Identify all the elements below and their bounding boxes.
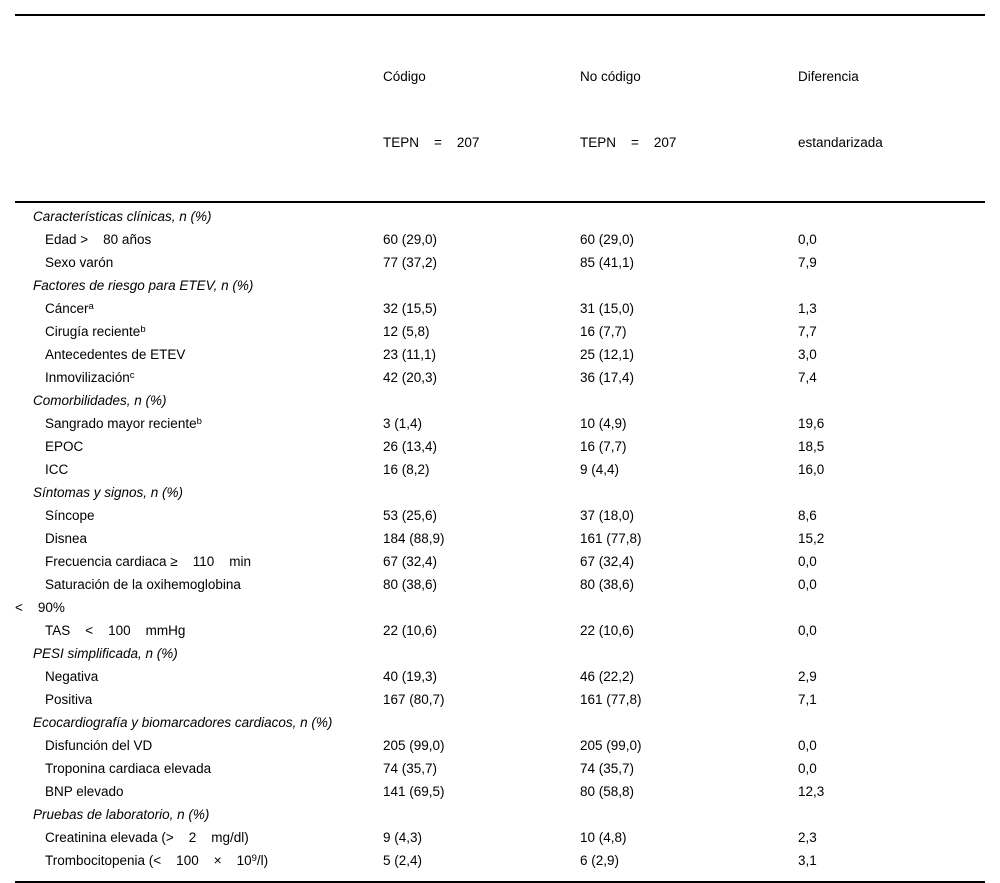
section-row — [15, 205, 985, 228]
row-label: Positiva — [45, 692, 93, 707]
value-cell: 3,1 — [798, 853, 817, 868]
value-cell: 3 (1,4) — [383, 416, 423, 431]
row-label: Sangrado mayor reciente$^b$ — [45, 416, 202, 431]
value-cell: 7,7 — [798, 324, 817, 339]
header-col-codigo-line1: Código — [383, 69, 426, 84]
value-cell: 141 (69,5) — [383, 784, 445, 799]
table-row — [15, 366, 985, 389]
value-cell: 74 (35,7) — [580, 761, 635, 776]
row-label: Frecuencia cardiaca ≥ 110 min — [45, 554, 252, 569]
value-cell: 0,0 — [798, 554, 817, 569]
value-cell: 0,0 — [798, 623, 817, 638]
value-cell: 161 (77,8) — [580, 692, 642, 707]
value-cell: 184 (88,9) — [383, 531, 445, 546]
value-cell: 60 (29,0) — [580, 232, 635, 247]
table-row — [15, 734, 985, 757]
value-cell: 9 (4,4) — [580, 462, 620, 477]
row-label: Disfunción del VD — [45, 738, 153, 753]
value-cell: 10 (4,8) — [580, 830, 627, 845]
row-label-continuation: < 90% — [15, 600, 65, 615]
table-row — [15, 849, 985, 872]
table-header — [15, 16, 985, 201]
value-cell: 2,9 — [798, 669, 817, 684]
table-row — [15, 320, 985, 343]
value-cell: 16 (7,7) — [580, 439, 627, 454]
value-cell: 53 (25,6) — [383, 508, 438, 523]
header-col-no-codigo-tepn — [580, 22, 798, 198]
value-cell: 80 (38,6) — [580, 577, 635, 592]
value-cell: 167 (80,7) — [383, 692, 445, 707]
header-col-no-codigo-line1: No código — [580, 69, 641, 84]
row-label: BNP elevado — [45, 784, 124, 799]
section-row — [15, 481, 985, 504]
section-row — [15, 711, 985, 734]
row-label: Síntomas y signos, n (%) — [33, 485, 184, 500]
table-row — [15, 228, 985, 251]
table-body — [15, 203, 985, 881]
row-label: Troponina cardiaca elevada — [45, 761, 212, 776]
value-cell: 25 (12,1) — [580, 347, 635, 362]
table-row — [15, 550, 985, 573]
table-row — [15, 573, 985, 619]
header-col-no-codigo-line2: TEPN = 207 — [580, 135, 677, 150]
value-cell: 40 (19,3) — [383, 669, 438, 684]
section-row — [15, 389, 985, 412]
value-cell: 161 (77,8) — [580, 531, 642, 546]
table-row — [15, 619, 985, 642]
table-row — [15, 297, 985, 320]
value-cell: 7,4 — [798, 370, 817, 385]
value-cell: 60 (29,0) — [383, 232, 438, 247]
row-label: Trombocitopenia (< 100 × $10^9/l$) — [45, 853, 269, 868]
row-label: PESI simplificada, n (%) — [33, 646, 178, 661]
table-row — [15, 458, 985, 481]
table-row — [15, 527, 985, 550]
value-cell: 2,3 — [798, 830, 817, 845]
value-cell: 5 (2,4) — [383, 853, 423, 868]
value-cell: 7,9 — [798, 255, 817, 270]
value-cell: 80 (38,6) — [383, 577, 438, 592]
value-cell: 12 (5,8) — [383, 324, 430, 339]
table-row — [15, 780, 985, 803]
value-cell: 15,2 — [798, 531, 825, 546]
section-row — [15, 642, 985, 665]
row-label: Factores de riesgo para ETEV, n (%) — [33, 278, 254, 293]
value-cell: 6 (2,9) — [580, 853, 620, 868]
value-cell: 16 (8,2) — [383, 462, 430, 477]
value-cell: 31 (15,0) — [580, 301, 635, 316]
row-label: Edad > 80 años — [45, 232, 152, 247]
value-cell: 205 (99,0) — [383, 738, 445, 753]
table-row — [15, 435, 985, 458]
table-row — [15, 504, 985, 527]
value-cell: 16 (7,7) — [580, 324, 627, 339]
row-label: EPOC — [45, 439, 84, 454]
footnote-marker: b — [196, 416, 202, 427]
row-label: Antecedentes de ETEV — [45, 347, 186, 362]
value-cell: 80 (58,8) — [580, 784, 635, 799]
header-col-codigo-line2: TEPN = 207 — [383, 135, 480, 150]
value-cell: 67 (32,4) — [580, 554, 635, 569]
row-label: TAS < 100 mmHg — [45, 623, 186, 638]
value-cell: 9 (4,3) — [383, 830, 423, 845]
row-label: Pruebas de laboratorio, n (%) — [33, 807, 210, 822]
value-cell: 26 (13,4) — [383, 439, 438, 454]
footnote-marker: 9 — [251, 853, 257, 864]
value-cell: 12,3 — [798, 784, 825, 799]
value-cell: 16,0 — [798, 462, 825, 477]
row-label: Saturación de la oxihemoglobina < 90% — [15, 573, 383, 619]
row-label: Ecocardiografía y biomarcadores cardiacos, n (%) — [33, 715, 333, 730]
value-cell: 0,0 — [798, 761, 817, 776]
row-label: Cirugía reciente$^b$ — [45, 324, 146, 339]
value-cell: 3,0 — [798, 347, 817, 362]
value-cell: 36 (17,4) — [580, 370, 635, 385]
value-cell: 8,6 — [798, 508, 817, 523]
value-cell: 0,0 — [798, 738, 817, 753]
table-row — [15, 412, 985, 435]
table-row — [15, 757, 985, 780]
header-col-diferencia-line1: Diferencia — [798, 69, 859, 84]
footnote-marker: a — [88, 301, 94, 312]
value-cell: 67 (32,4) — [383, 554, 438, 569]
value-cell: 0,0 — [798, 232, 817, 247]
value-cell: 22 (10,6) — [580, 623, 635, 638]
value-cell: 85 (41,1) — [580, 255, 635, 270]
table-row — [15, 688, 985, 711]
value-cell: 32 (15,5) — [383, 301, 438, 316]
section-row — [15, 803, 985, 826]
value-cell: 46 (22,2) — [580, 669, 635, 684]
value-cell: 0,0 — [798, 577, 817, 592]
row-label: Síncope — [45, 508, 95, 523]
table-row — [15, 343, 985, 366]
value-cell: 19,6 — [798, 416, 825, 431]
footnote-marker: b — [140, 324, 146, 335]
header-col-diferencia-line2: estandarizada — [798, 135, 883, 150]
row-label: Comorbilidades, n (%) — [33, 393, 167, 408]
header-col-codigo-tepn — [383, 22, 580, 198]
value-cell: 205 (99,0) — [580, 738, 642, 753]
value-cell: 1,3 — [798, 301, 817, 316]
table-row — [15, 665, 985, 688]
value-cell: 77 (37,2) — [383, 255, 438, 270]
row-label: Características clínicas, n (%) — [33, 209, 212, 224]
row-label: Inmovilización$^c$ — [45, 370, 135, 385]
row-label: Cáncer$^a$ — [45, 301, 94, 316]
value-cell: 42 (20,3) — [383, 370, 438, 385]
value-cell: 18,5 — [798, 439, 825, 454]
value-cell: 10 (4,9) — [580, 416, 627, 431]
value-cell: 22 (10,6) — [383, 623, 438, 638]
row-label: Negativa — [45, 669, 99, 684]
table-row — [15, 826, 985, 849]
footnote-marker: c — [129, 370, 135, 381]
row-label: Disnea — [45, 531, 88, 546]
value-cell: 37 (18,0) — [580, 508, 635, 523]
row-label: Creatinina elevada (> 2 mg/dl) — [45, 830, 249, 845]
row-label: Sexo varón — [45, 255, 114, 270]
header-col-diferencia — [798, 22, 985, 198]
row-label: ICC — [45, 462, 69, 477]
value-cell: 23 (11,1) — [383, 347, 437, 362]
section-row — [15, 274, 985, 297]
value-cell: 7,1 — [798, 692, 817, 707]
table-row — [15, 251, 985, 274]
value-cell: 74 (35,7) — [383, 761, 438, 776]
